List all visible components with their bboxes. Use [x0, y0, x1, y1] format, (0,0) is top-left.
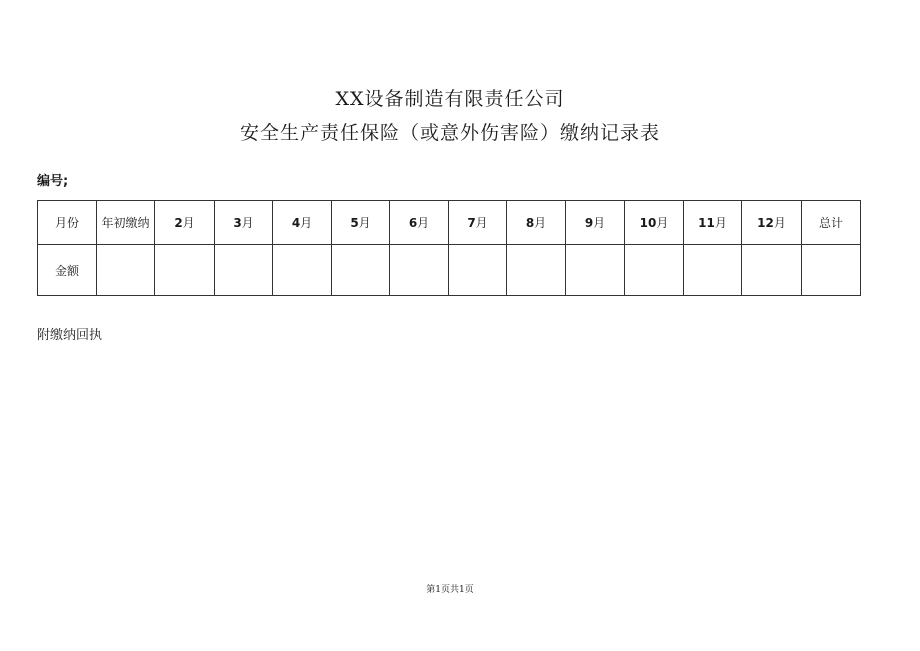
row-header-month: 月份	[38, 201, 97, 245]
amount-cell-month-6	[390, 245, 449, 296]
column-header-total: 总计	[802, 201, 861, 245]
month-number: 3	[233, 216, 242, 230]
month-number: 2	[174, 216, 183, 230]
amount-cell-month-3	[215, 245, 273, 296]
row-header-amount: 金额	[38, 245, 97, 296]
month-unit: 月	[656, 216, 669, 230]
month-unit: 月	[300, 216, 313, 230]
month-number: 7	[467, 216, 476, 230]
column-header-month-3	[215, 201, 273, 245]
month-unit: 月	[593, 216, 606, 230]
month-number: 8	[525, 216, 535, 230]
page-footer: 第1页共1页	[426, 585, 474, 595]
month-number: 5	[350, 216, 359, 230]
amount-cell-month-5	[332, 245, 390, 296]
amount-cell-month-9	[566, 245, 625, 296]
receipt-attachment-label: 附缴纳回执	[37, 328, 103, 343]
month-number: 11	[698, 216, 715, 230]
month-unit: 月	[534, 216, 547, 230]
column-header-month-10	[625, 201, 684, 245]
amount-cell-month-11	[684, 245, 742, 296]
month-unit: 月	[773, 216, 786, 230]
amount-cell-month-12	[742, 245, 802, 296]
month-unit: 月	[417, 216, 430, 230]
column-header-month-7	[449, 201, 507, 245]
amount-cell-month-7	[449, 245, 507, 296]
column-header-month-5	[332, 201, 390, 245]
payment-record-table	[37, 200, 861, 296]
month-unit: 月	[358, 216, 371, 230]
amount-cell-month-8	[507, 245, 566, 296]
column-header-month-12	[742, 201, 802, 245]
month-number: 6	[408, 216, 418, 230]
month-number: 4	[291, 216, 301, 230]
amount-cell-month-4	[273, 245, 332, 296]
amount-cell-month-10	[625, 245, 684, 296]
company-title: XX设备制造有限责任公司	[335, 88, 565, 110]
column-header-month-6	[390, 201, 449, 245]
record-title: 安全生产责任保险（或意外伤害险）缴纳记录表	[239, 122, 660, 144]
column-header-month-9	[566, 201, 625, 245]
month-unit: 月	[714, 216, 727, 230]
amount-cell-month-2	[155, 245, 215, 296]
column-header-month-4	[273, 201, 332, 245]
column-header-month-2	[155, 201, 215, 245]
serial-number-label: 编号;	[37, 174, 69, 189]
month-number: 12	[757, 216, 774, 230]
column-header-month-11	[684, 201, 742, 245]
month-unit: 月	[241, 216, 254, 230]
column-header-month-8	[507, 201, 566, 245]
column-header-initial: 年初缴纳	[97, 201, 155, 245]
month-header-row	[38, 201, 861, 245]
month-number: 9	[584, 216, 594, 230]
amount-row	[38, 245, 861, 296]
month-unit: 月	[182, 216, 195, 230]
amount-cell-initial	[97, 245, 155, 296]
amount-cell-total	[802, 245, 861, 296]
month-unit: 月	[475, 216, 488, 230]
month-number: 10	[639, 216, 657, 230]
